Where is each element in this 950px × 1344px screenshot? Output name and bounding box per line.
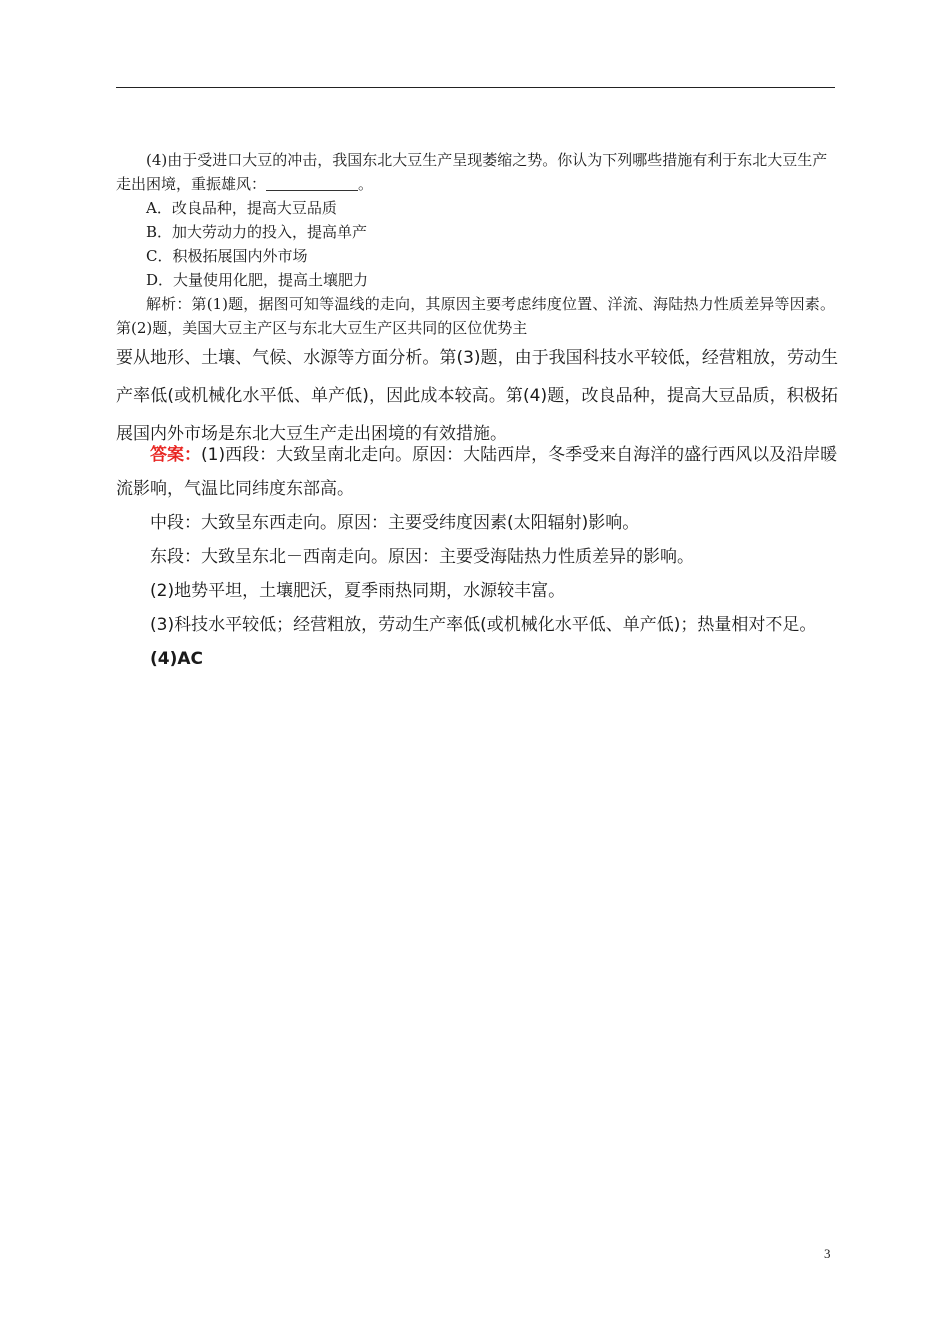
answer-line-3: 东段：大致呈东北－西南走向。原因：主要受海陆热力性质差异的影响。 <box>150 547 694 567</box>
answer-line-1 <box>116 438 838 506</box>
option-c: C．积极拓展国内外市场 <box>146 247 308 265</box>
answer-blank <box>266 176 358 191</box>
option-d: D．大量使用化肥，提高土壤肥力 <box>146 271 369 289</box>
answer-line-4: (2)地势平坦，土壤肥沃，夏季雨热同期，水源较丰富。 <box>150 581 566 601</box>
analysis-part-1: 解析：第(1)题，据图可知等温线的走向，其原因主要考虑纬度位置、洋流、海陆热力性质差异等因素。第(2)题，美国大豆主产区与东北大豆生产区共同的区位优势主 <box>116 295 835 337</box>
answer-line-1-text: (1)西段：大致呈南北走向。原因：大陆西岸，冬季受来自海洋的盛行西风以及沿岸暖流影响，气温比同纬度东部高。 <box>116 445 838 499</box>
question-4-stem <box>116 148 835 196</box>
answer-line-2: 中段：大致呈东西走向。原因：主要受纬度因素(太阳辐射)影响。 <box>150 513 640 533</box>
option-a: A．改良品种，提高大豆品质 <box>146 199 337 217</box>
analysis-part-2: 要从地形、土壤、气候、水源等方面分析。第(3)题，由于我国科技水平较低，经营粗放，劳动生产率低(或机械化水平低、单产低)，因此成本较高。第(4)题，改良品种，提高大豆品质，积极拓展国内外市场是东北大豆生产走出困境的有效措施。 <box>116 348 838 444</box>
option-b: B．加大劳动力的投入，提高单产 <box>146 223 368 241</box>
question-4-stem-end: 。 <box>358 175 374 193</box>
answer-line-5: (3)科技水平较低；经营粗放，劳动生产率低(或机械化水平低、单产低)；热量相对不足。 <box>150 615 817 635</box>
answer-line-6: (4)AC <box>150 649 204 669</box>
question-4 <box>116 148 835 292</box>
answer-section <box>116 438 838 676</box>
answer-label: 答案： <box>150 445 201 465</box>
header-rule <box>116 87 835 88</box>
question-4-stem-text: (4)由于受进口大豆的冲击，我国东北大豆生产呈现萎缩之势。你认为下列哪些措施有利于东北大豆生产走出困境，重振雄风： <box>116 151 828 193</box>
page-number: 3 <box>824 1246 831 1261</box>
